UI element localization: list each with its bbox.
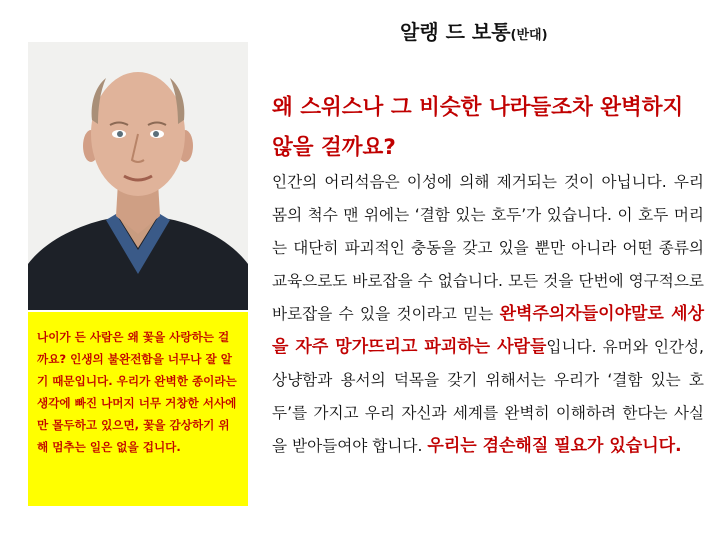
page-title xyxy=(400,16,548,45)
article-body xyxy=(272,166,704,463)
body-text-2: 입니다. 유머와 인간성, 상냥함과 용서의 덕목을 갖기 위해서는 우리가 ‘결함 있는 호두’를 가지고 우리 자신과 세계를 완벽히 이해하려 한다는 사실을 받아들여야 합니다. xyxy=(272,338,704,455)
author-name: 알랭 드 보통 xyxy=(400,20,511,44)
stance-label: (반대) xyxy=(510,28,548,43)
highlight-text-2: 우리는 겸손해질 필요가 있습니다. xyxy=(427,436,682,456)
caption-box xyxy=(28,312,248,506)
headline: 왜 스위스나 그 비슷한 나라들조차 완벽하지 않을 걸까요? xyxy=(272,95,684,160)
highlight-text-1: 완벽주의자들이야말로 세상을 자주 망가뜨리고 파괴하는 사람들 xyxy=(272,304,704,357)
author-photo xyxy=(28,42,248,310)
caption-text: 나이가 든 사람은 왜 꽃을 사랑하는 걸까요? 인생의 불완전함을 너무나 잘 알기 때문입니다. 우리가 완벽한 종이라는 생각에 빠진 나머지 너무 거창한 서사에만 몰두하고 있으면, 꽃을 감상하기 위해 멈추는 일은 없을 겁니다. xyxy=(37,330,237,454)
body-text-1: 인간의 어리석음은 이성에 의해 제거되는 것이 아닙니다. 우리 몸의 척수 맨 위에는 ‘결함 있는 호두’가 있습니다. 이 호두 머리는 대단히 파괴적인 충동을 갖고 있을 뿐만 아니라 어떤 종류의 교육으로도 바로잡을 수 없습니다. 모든 것을 단번에 영구적으로 바로잡을 수 있을 것이라고 믿는 xyxy=(272,173,704,323)
